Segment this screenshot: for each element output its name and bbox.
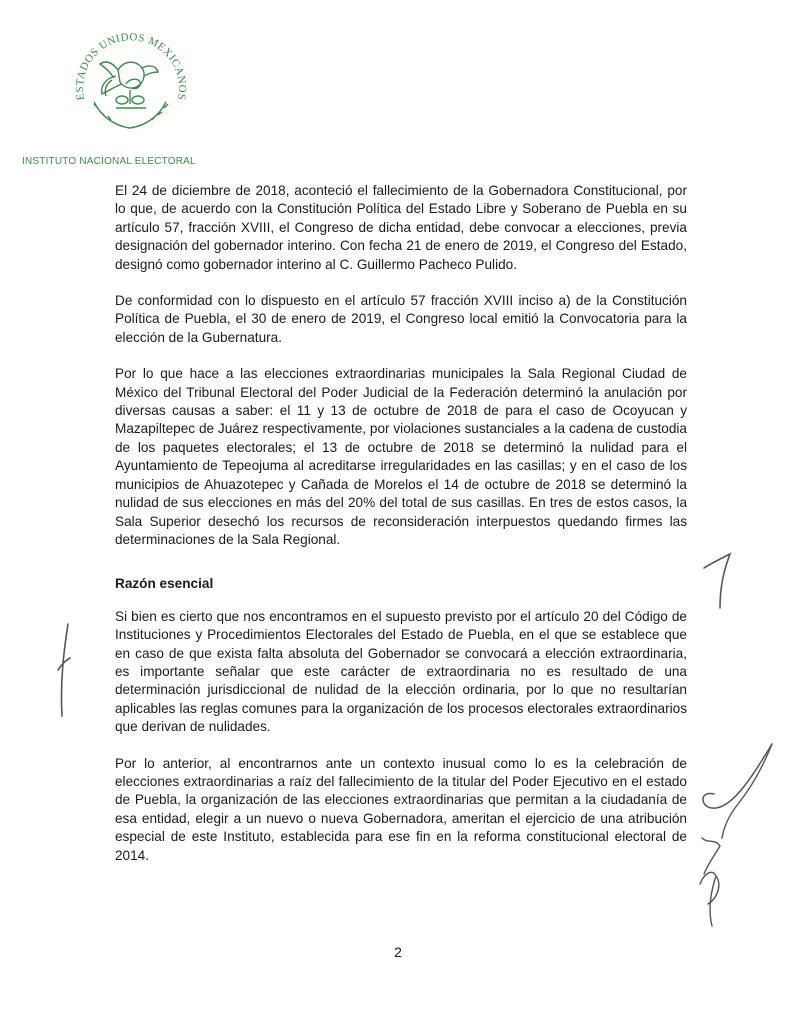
institute-name: INSTITUTO NACIONAL ELECTORAL [22,156,196,167]
coat-of-arms-seal [66,20,196,150]
seal-legend: ESTADOS UNIDOS MEXICANOS [73,31,189,102]
paragraph: Por lo anterior, al encontrarnos ante un contexto inusual como lo es la celebración de elecciones extraordinarias a raíz del fallecimiento de la titular del Poder Ejecutivo en el estado de Puebla, la organización de las elecciones extraordinarias que permitan a la ciudadanía de esa entidad, elegir a un nuevo o nueva Gobernadora, ameritan el ejercicio de una atribución especial de este Instituto, establecida para ese fin en la reforma constitucional electoral de 2014. [115,755,687,863]
paragraph: El 24 de diciembre de 2018, aconteció el fallecimiento de la Gobernadora Constitucional, por lo que, de acuerdo con la Constitución Política del Estado Libre y Soberano de Puebla en su artículo 57, fracción XVIII, el Congreso de dicha entidad, debe convocar a elecciones, previa designación del gobernador interino. Con fecha 21 de enero de 2019, el Congreso del Estado, designó como gobernador interino al C. Guillermo Pacheco Pulido. [115,183,687,272]
handwritten-signature [694,734,780,934]
handwritten-margin-stroke [48,620,78,720]
handwritten-initial-mark [700,546,744,616]
page-number: 2 [394,944,402,960]
section-heading: Razón esencial [115,576,214,592]
paragraph: Por lo que hace a las elecciones extraordinarias municipales la Sala Regional Ciudad de México del Tribunal Electoral del Poder Judicial de la Federación determinó la anulación por diversas causas a saber: el 11 y 13 de octubre de 2018 de para el caso de Ocoyucan y Mazapiltepec de Juárez respectivamente, por violaciones sustanciales a la cadena de custodia de los paquetes electorales; el 13 de octubre de 2018 se determinó la nulidad para el Ayuntamiento de Tepeojuma al acreditarse irregularidades en las casillas; y en el caso de los municipios de Ahuazotepec y Cañada de Morelos el 14 de octubre de 2018 se determinó la nulidad de sus elecciones en más del 20% del total de sus casillas. En tres de estos casos, la Sala Superior desechó los recursos de reconsideración interpuestos quedando firmes las determinaciones de la Sala Regional. [115,366,687,547]
paragraph: De conformidad con lo dispuesto en el artículo 57 fracción XVIII inciso a) de la Constitución Política de Puebla, el 30 de enero de 2019, el Congreso local emitió la Convocatoria para la elección de la Gubernatura. [115,293,687,345]
document-body [115,182,687,883]
eagle-emblem-icon [94,62,168,128]
paragraph: Si bien es cierto que nos encontramos en el supuesto previsto por el artículo 20 del Código de Instituciones y Procedimientos Electorales del Estado de Puebla, en el que se establece que en caso de que exista falta absoluta del Gobernador se convocará a elección extraordinaria, es importante señalar que este carácter de extraordinaria no es resultado de una determinación jurisdiccional de nulidad de la elección ordinaria, por lo que no resultarían aplicables las reglas comunes para la organización de los procesos electorales extraordinarios que derivan de nulidades. [115,608,687,735]
